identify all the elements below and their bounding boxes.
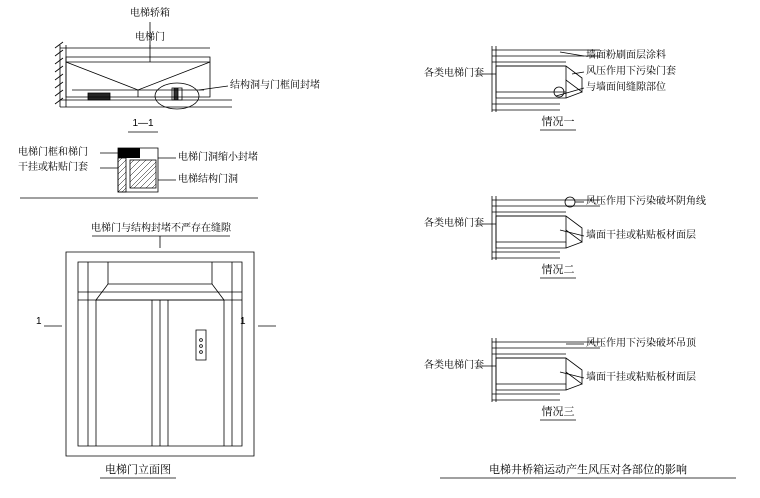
label-section-tag: 1—1 (132, 118, 154, 129)
case1-right-label-2: 风压作用下污染门套 (586, 66, 676, 77)
case2-title: 情况二 (541, 264, 575, 276)
case3-right-label-1: 风压作用下污染破坏吊顶 (586, 338, 696, 349)
label-structural-opening-seal: 结构洞与门框间封堵 (230, 80, 320, 91)
case1-left-label: 各类电梯门套 (424, 68, 484, 79)
label-hang-or-paste-casing: 干挂或粘贴门套 (18, 162, 88, 173)
title-right-diagram: 电梯井桥箱运动产生风压对各部位的影响 (489, 464, 687, 476)
case3-left-label: 各类电梯门套 (424, 360, 484, 371)
case3-right-label-2: 墙面干挂或粘贴板材面层 (586, 372, 696, 383)
case2-right-label-2: 墙面干挂或粘贴板材面层 (586, 230, 696, 241)
section-mark-right: 1 (240, 316, 246, 327)
label-gap-note: 电梯门与结构封堵不严存在缝隙 (91, 223, 231, 234)
label-structural-door-opening: 电梯结构门洞 (178, 174, 238, 185)
case1-title: 情况一 (541, 116, 575, 128)
label-elevator-car: 电梯轿箱 (130, 8, 170, 19)
label-door-frame-and-leaf: 电梯门框和梯门 (18, 147, 88, 158)
section-mark-left: 1 (36, 316, 42, 327)
case3-title: 情况三 (541, 406, 575, 418)
case1-right-label-1: 墙面粉刷面层涂料 (586, 50, 666, 61)
label-elevator-door: 电梯门 (135, 32, 165, 43)
title-elevation: 电梯门立面图 (105, 464, 171, 476)
case2-left-label: 各类电梯门套 (424, 218, 484, 229)
case1-right-label-3: 与墙面间缝隙部位 (586, 82, 666, 93)
case2-right-label-1: 风压作用下污染破坏阴角线 (586, 196, 706, 207)
label-opening-shrink-seal: 电梯门洞缩小封堵 (178, 152, 258, 163)
